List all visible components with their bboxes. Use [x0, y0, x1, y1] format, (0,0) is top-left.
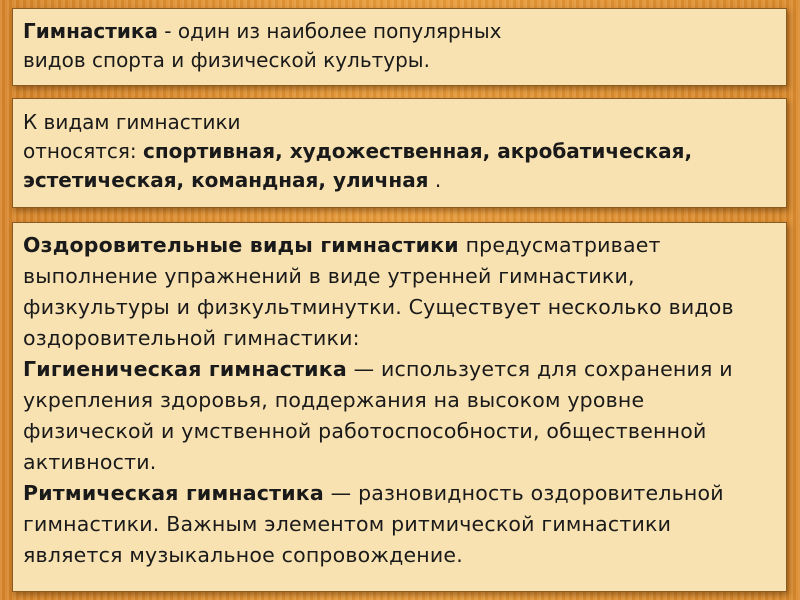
health-gymnastics-text	[23, 230, 777, 592]
rhythmic-paragraph	[23, 478, 777, 571]
health-intro	[23, 230, 777, 354]
gymnastics-term: Гимнастика	[23, 19, 158, 43]
types-end: .	[428, 168, 442, 192]
types-list-part-1: спортивная, художественная, акробатическая,	[143, 139, 693, 163]
gymnastics-types-panel	[12, 98, 787, 208]
definition-text-1: - один из наиболее популярных	[157, 19, 502, 43]
gymnastics-definition-panel	[12, 8, 787, 86]
rhythmic-term: Ритмическая гимнастика	[23, 481, 324, 505]
types-line-3	[23, 166, 777, 195]
types-list-part-2: эстетическая, командная, уличная	[23, 168, 429, 192]
health-term: Оздоровительные виды гимнастики	[23, 233, 459, 257]
hygienic-term: Гигиеническая гимнастика	[23, 357, 347, 381]
types-prefix: относятся:	[23, 139, 143, 163]
definition-line-1	[23, 17, 777, 46]
types-intro: К видам гимнастики	[23, 110, 241, 134]
hygienic-text: — используется для сохранения и укрепления здоровья, поддержания на высоком уровне физической и умственной работоспособности, общественной активности.	[23, 357, 733, 474]
definition-line-2: видов спорта и физической культуры.	[23, 48, 430, 72]
health-gymnastics-panel	[12, 222, 787, 592]
types-line-2	[23, 137, 777, 166]
health-intro-text: предусматривает выполнение упражнений в виде утренней гимнастики, физкультуры и физкультминутки. Существует несколько видов оздоровительной гимнастики:	[23, 233, 734, 350]
hygienic-paragraph	[23, 354, 777, 478]
rhythmic-text: — разновидность оздоровительной гимнастики. Важным элементом ритмической гимнастики является музыкальное сопровождение.	[23, 481, 724, 567]
